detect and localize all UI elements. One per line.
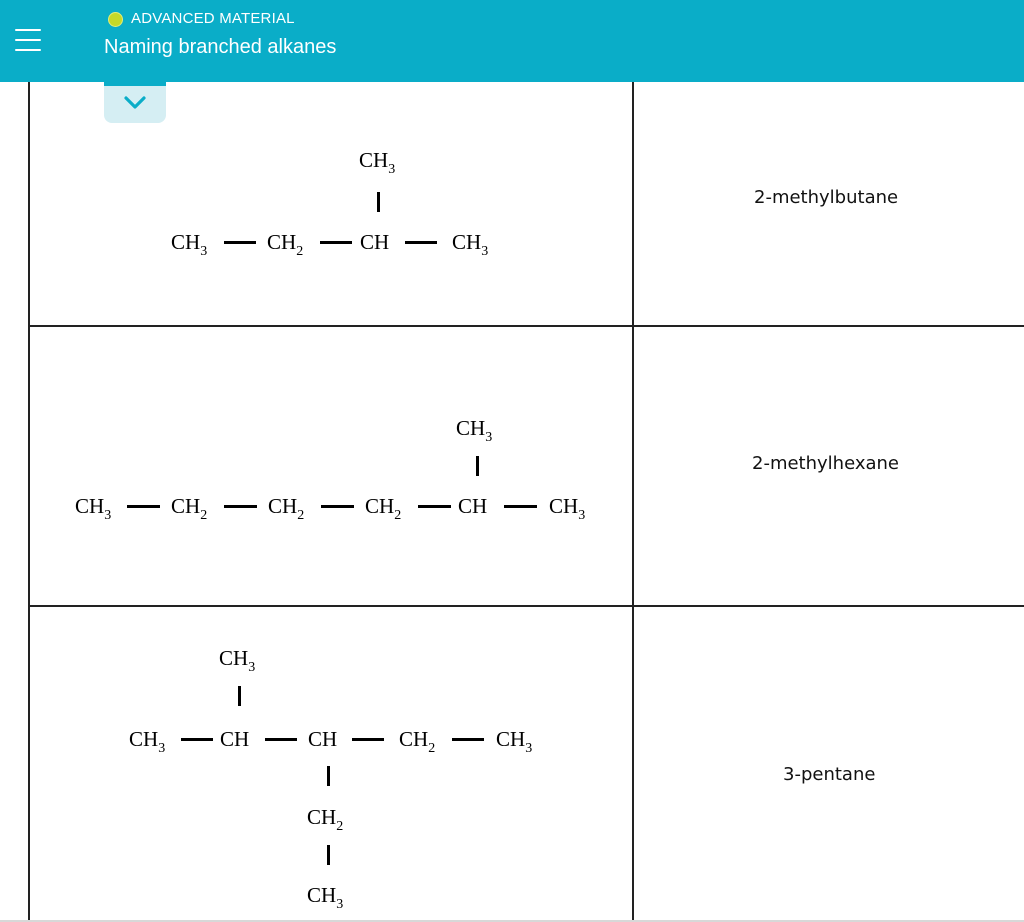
page-title: Naming branched alkanes (104, 36, 337, 58)
formula-group (268, 494, 305, 523)
group-text: CH (129, 727, 159, 751)
group-text: CH (307, 805, 337, 829)
single-bond (377, 192, 380, 212)
formula-group (452, 230, 489, 259)
single-bond (327, 766, 330, 786)
group-subscript: 2 (394, 508, 402, 523)
formula-group (307, 883, 344, 912)
single-bond (321, 505, 354, 508)
group-subscript: 3 (158, 741, 166, 756)
single-bond (352, 738, 384, 741)
group-subscript: 2 (297, 508, 305, 523)
formula-group (496, 727, 533, 756)
group-text: CH (359, 148, 389, 172)
group-subscript: 3 (248, 660, 256, 675)
single-bond (265, 738, 297, 741)
single-bond (238, 686, 241, 706)
group-subscript: 3 (525, 741, 533, 756)
group-subscript: 3 (200, 244, 208, 259)
formula-group (129, 727, 166, 756)
group-subscript: 3 (336, 897, 344, 912)
topic-tag: ADVANCED MATERIAL (131, 10, 295, 27)
group-text: CH (219, 646, 249, 670)
table-column-divider (632, 82, 634, 920)
table-border-left (28, 82, 30, 920)
group-text: CH (496, 727, 526, 751)
group-text: CH (549, 494, 579, 518)
topic-status-dot (108, 12, 123, 27)
formula-group (365, 494, 402, 523)
group-subscript: 3 (388, 162, 396, 177)
menu-bar (15, 29, 41, 31)
group-text: CH (360, 230, 390, 254)
formula-group (456, 416, 493, 445)
group-text: CH (268, 494, 298, 518)
single-bond (127, 505, 160, 508)
group-subscript: 3 (481, 244, 489, 259)
single-bond (452, 738, 484, 741)
formula-group (220, 729, 249, 750)
formula-group (267, 230, 304, 259)
group-text: CH (220, 727, 250, 751)
group-subscript: 2 (200, 508, 208, 523)
group-text: CH (308, 727, 338, 751)
group-text: CH (171, 494, 201, 518)
compound-name: 2-methylhexane (752, 453, 900, 474)
group-text: CH (458, 494, 488, 518)
table-row-divider (28, 325, 1024, 327)
menu-bar (15, 49, 41, 51)
app-header (0, 0, 1024, 82)
formula-group (360, 232, 389, 253)
single-bond (181, 738, 213, 741)
single-bond (224, 505, 257, 508)
single-bond (327, 845, 330, 865)
group-text: CH (171, 230, 201, 254)
single-bond (418, 505, 451, 508)
formula-group (219, 646, 256, 675)
group-subscript: 3 (104, 508, 112, 523)
group-text: CH (365, 494, 395, 518)
group-text: CH (456, 416, 486, 440)
compound-name: 2-methylbutane (754, 187, 899, 208)
table-row-divider (28, 605, 1024, 607)
formula-group (399, 727, 436, 756)
group-subscript: 2 (296, 244, 304, 259)
single-bond (405, 241, 437, 244)
single-bond (504, 505, 537, 508)
hamburger-menu-icon[interactable] (8, 20, 48, 60)
formula-group (458, 496, 487, 517)
single-bond (476, 456, 479, 476)
group-subscript: 3 (485, 430, 493, 445)
group-text: CH (452, 230, 482, 254)
menu-bar (15, 39, 41, 41)
group-text: CH (75, 494, 105, 518)
formula-group (308, 729, 337, 750)
group-subscript: 2 (336, 819, 344, 834)
chevron-down-icon (123, 95, 147, 111)
formula-group (171, 230, 208, 259)
expand-button[interactable] (104, 82, 166, 123)
group-text: CH (399, 727, 429, 751)
formula-group (307, 805, 344, 834)
formula-group (359, 148, 396, 177)
single-bond (320, 241, 352, 244)
compound-name: 3-pentane (783, 764, 876, 785)
formula-group (75, 494, 112, 523)
formula-group (171, 494, 208, 523)
group-text: CH (307, 883, 337, 907)
formula-group (549, 494, 586, 523)
group-text: CH (267, 230, 297, 254)
group-subscript: 3 (578, 508, 586, 523)
single-bond (224, 241, 256, 244)
group-subscript: 2 (428, 741, 436, 756)
